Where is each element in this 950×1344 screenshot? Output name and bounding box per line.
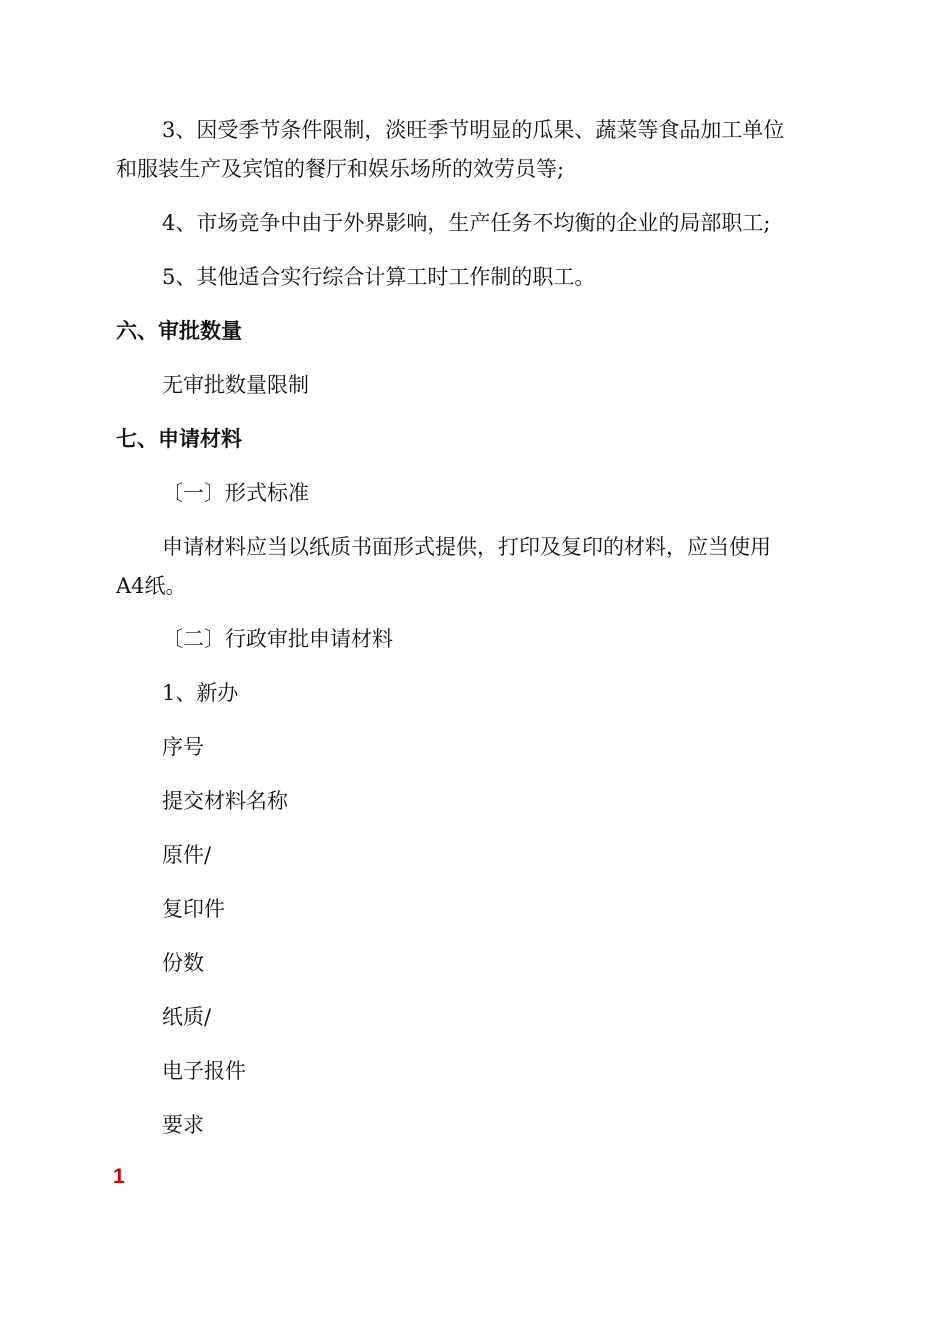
- section-heading-approval-quantity: 六、审批数量: [116, 319, 242, 343]
- column-copy: 复印件: [162, 897, 225, 921]
- item-new-application: 1、新办: [162, 681, 239, 705]
- column-original: 原件/: [162, 843, 212, 867]
- format-standard-line-2: A4纸。: [116, 574, 187, 598]
- column-electronic: 电子报件: [162, 1059, 246, 1083]
- paragraph-3-line-2: 和服装生产及宾馆的餐厅和娱乐场所的效劳员等;: [116, 157, 565, 181]
- paragraph-4: 4、市场竞争中由于外界影响，生产任务不均衡的企业的局部职工;: [162, 211, 771, 235]
- format-standard-line-1: 申请材料应当以纸质书面形式提供，打印及复印的材料，应当使用: [162, 535, 771, 559]
- column-paper: 纸质/: [162, 1005, 212, 1029]
- column-requirements: 要求: [162, 1113, 204, 1137]
- section-heading-application-materials: 七、申请材料: [116, 427, 242, 451]
- subheading-approval-materials: 〔二〕行政审批申请材料: [162, 627, 393, 651]
- column-sequence-number: 序号: [162, 735, 204, 759]
- paragraph-3-line-1: 3、因受季节条件限制，淡旺季节明显的瓜果、蔬菜等食品加工单位: [162, 118, 785, 142]
- column-material-name: 提交材料名称: [162, 789, 288, 813]
- subheading-format-standard: 〔一〕形式标准: [162, 481, 309, 505]
- page-number: 1: [113, 1165, 125, 1188]
- approval-quantity-text: 无审批数量限制: [162, 373, 309, 397]
- column-count: 份数: [162, 951, 204, 975]
- paragraph-5: 5、其他适合实行综合计算工时工作制的职工。: [162, 265, 596, 289]
